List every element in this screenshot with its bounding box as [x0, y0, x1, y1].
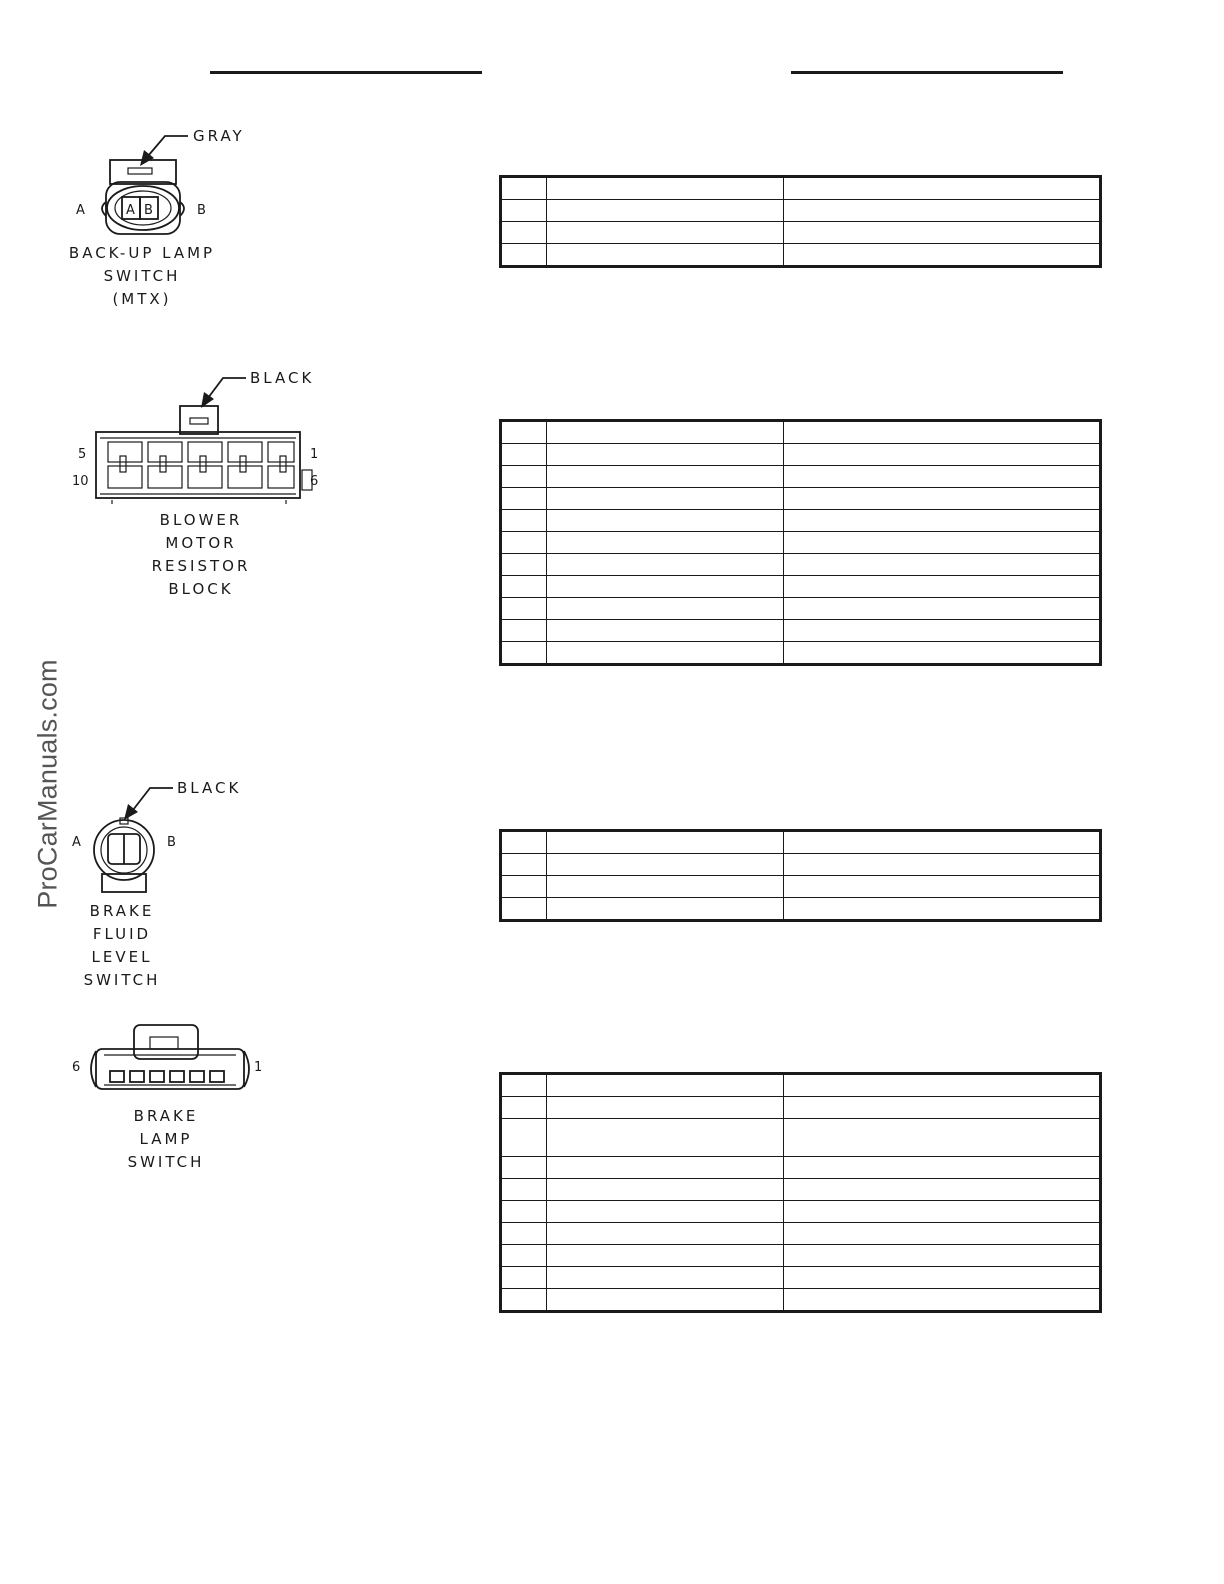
brake-lamp-pin-1-label: 1 — [254, 1060, 263, 1075]
brake-fluid-pin-b-label: B — [167, 835, 176, 850]
table-cell — [547, 1119, 784, 1157]
table-cell — [501, 1289, 547, 1312]
table-cell — [501, 177, 547, 200]
table-cell — [547, 1179, 784, 1201]
backup-lamp-caption-2: SWITCH — [103, 267, 181, 285]
table-cell — [547, 200, 784, 222]
blower-caption-3: RESISTOR — [151, 557, 251, 575]
table-row — [501, 222, 1101, 244]
table-cell — [501, 1119, 547, 1157]
table-cell — [501, 576, 547, 598]
table-cell — [547, 244, 784, 267]
table-cell — [501, 598, 547, 620]
table-cell — [547, 620, 784, 642]
table-cell — [547, 532, 784, 554]
table-cell — [784, 444, 1101, 466]
brake-fluid-caption-4: SWITCH — [83, 971, 161, 989]
table-row — [501, 898, 1101, 921]
table-cell — [501, 1074, 547, 1097]
table-cell — [547, 898, 784, 921]
table-cell — [501, 620, 547, 642]
table-row — [501, 488, 1101, 510]
table-cell — [547, 642, 784, 665]
table-cell — [784, 1119, 1101, 1157]
table-cell — [547, 1245, 784, 1267]
table-cell — [501, 1201, 547, 1223]
table-cell — [784, 1245, 1101, 1267]
table-cell — [501, 444, 547, 466]
header-rule-left — [210, 71, 482, 74]
table-cell — [784, 532, 1101, 554]
brake-lamp-caption-1: BRAKE — [133, 1107, 199, 1125]
table-cell — [547, 1289, 784, 1312]
table-cell — [501, 1267, 547, 1289]
backup-lamp-switch-pin-table — [499, 175, 1102, 268]
brake-fluid-pin-a-label: A — [72, 835, 81, 850]
table-cell — [784, 876, 1101, 898]
table-row — [501, 1267, 1101, 1289]
table-cell — [784, 1223, 1101, 1245]
table-cell — [784, 898, 1101, 921]
backup-lamp-inner-pin-b: B — [144, 203, 153, 218]
table-cell — [501, 898, 547, 921]
table-row — [501, 1201, 1101, 1223]
table-cell — [547, 222, 784, 244]
table-cell — [547, 876, 784, 898]
table-cell — [501, 876, 547, 898]
table-cell — [784, 620, 1101, 642]
table-cell — [501, 200, 547, 222]
blower-motor-resistor-pin-table-body — [501, 421, 1101, 665]
table-row — [501, 466, 1101, 488]
table-row — [501, 1097, 1101, 1119]
table-row — [501, 554, 1101, 576]
table-cell — [547, 421, 784, 444]
table-row — [501, 876, 1101, 898]
table-row — [501, 1245, 1101, 1267]
table-cell — [547, 510, 784, 532]
table-cell — [547, 466, 784, 488]
table-row — [501, 831, 1101, 854]
brake-fluid-caption-3: LEVEL — [91, 948, 153, 966]
table-row — [501, 444, 1101, 466]
table-row — [501, 200, 1101, 222]
table-cell — [501, 854, 547, 876]
brake-fluid-level-switch-diagram — [60, 770, 260, 1000]
table-row — [501, 244, 1101, 267]
table-cell — [784, 222, 1101, 244]
table-cell — [784, 421, 1101, 444]
table-cell — [784, 466, 1101, 488]
table-cell — [784, 1201, 1101, 1223]
table-cell — [547, 1074, 784, 1097]
table-cell — [784, 177, 1101, 200]
table-cell — [784, 1074, 1101, 1097]
table-cell — [784, 1267, 1101, 1289]
table-row — [501, 620, 1101, 642]
blower-caption-2: MOTOR — [165, 534, 237, 552]
backup-lamp-switch-diagram — [60, 120, 280, 320]
table-cell — [501, 532, 547, 554]
backup-lamp-color-label: GRAY — [193, 127, 245, 145]
table-cell — [547, 576, 784, 598]
table-cell — [547, 488, 784, 510]
table-cell — [547, 831, 784, 854]
brake-fluid-caption-1: BRAKE — [89, 902, 155, 920]
table-cell — [501, 222, 547, 244]
table-row — [501, 1223, 1101, 1245]
blower-pin-10-label: 10 — [72, 474, 89, 489]
table-cell — [501, 466, 547, 488]
brake-fluid-color-label: BLACK — [177, 779, 242, 797]
table-cell — [784, 854, 1101, 876]
table-cell — [501, 1179, 547, 1201]
table-cell — [784, 488, 1101, 510]
table-cell — [547, 177, 784, 200]
backup-lamp-pin-b-label: B — [197, 203, 206, 218]
brake-lamp-pin-6-label: 6 — [72, 1060, 81, 1075]
table-cell — [501, 642, 547, 665]
table-cell — [501, 554, 547, 576]
brake-lamp-switch-pin-table-body — [501, 1074, 1101, 1312]
table-cell — [784, 510, 1101, 532]
table-row — [501, 642, 1101, 665]
table-row — [501, 854, 1101, 876]
table-cell — [547, 1223, 784, 1245]
table-cell — [501, 244, 547, 267]
brake-lamp-switch-diagram — [60, 1015, 290, 1185]
table-row — [501, 177, 1101, 200]
table-cell — [501, 1097, 547, 1119]
blower-motor-resistor-pin-table — [499, 419, 1102, 666]
table-row — [501, 510, 1101, 532]
table-cell — [784, 1157, 1101, 1179]
table-row — [501, 1157, 1101, 1179]
table-row — [501, 1179, 1101, 1201]
table-row — [501, 421, 1101, 444]
table-cell — [501, 1223, 547, 1245]
brake-fluid-level-switch-pin-table-body — [501, 831, 1101, 921]
table-cell — [501, 831, 547, 854]
blower-caption-4: BLOCK — [168, 580, 234, 598]
table-cell — [547, 444, 784, 466]
backup-lamp-inner-pin-a: A — [126, 203, 135, 218]
table-row — [501, 576, 1101, 598]
brake-lamp-switch-pin-table — [499, 1072, 1102, 1313]
table-cell — [784, 244, 1101, 267]
blower-motor-resistor-block-diagram — [60, 360, 340, 610]
blower-pin-5-label: 5 — [78, 447, 87, 462]
table-cell — [784, 1289, 1101, 1312]
brake-fluid-level-switch-pin-table — [499, 829, 1102, 922]
table-cell — [547, 1267, 784, 1289]
table-cell — [547, 1097, 784, 1119]
header-rule-right — [791, 71, 1063, 74]
blower-color-label: BLACK — [250, 369, 315, 387]
table-cell — [547, 854, 784, 876]
table-cell — [784, 831, 1101, 854]
table-row — [501, 1289, 1101, 1312]
backup-lamp-caption-1: BACK-UP LAMP — [68, 244, 216, 262]
table-cell — [784, 1097, 1101, 1119]
table-cell — [784, 576, 1101, 598]
table-cell — [547, 554, 784, 576]
table-row — [501, 1074, 1101, 1097]
blower-pin-6-label: 6 — [310, 474, 319, 489]
backup-lamp-switch-pin-table-body — [501, 177, 1101, 267]
watermark: ProCarManuals.com — [32, 659, 63, 909]
table-cell — [501, 1157, 547, 1179]
table-row — [501, 532, 1101, 554]
brake-lamp-caption-2: LAMP — [139, 1130, 193, 1148]
brake-lamp-caption-3: SWITCH — [127, 1153, 205, 1171]
table-cell — [784, 598, 1101, 620]
table-cell — [501, 1245, 547, 1267]
table-cell — [784, 554, 1101, 576]
brake-fluid-caption-2: FLUID — [92, 925, 152, 943]
blower-caption-1: BLOWER — [159, 511, 243, 529]
table-cell — [501, 488, 547, 510]
table-cell — [784, 642, 1101, 665]
table-cell — [784, 1179, 1101, 1201]
table-cell — [547, 1157, 784, 1179]
table-cell — [501, 510, 547, 532]
backup-lamp-caption-3: (MTX) — [112, 290, 172, 308]
table-cell — [501, 421, 547, 444]
blower-pin-1-label: 1 — [310, 447, 319, 462]
table-row — [501, 1119, 1101, 1157]
table-cell — [547, 598, 784, 620]
table-row — [501, 598, 1101, 620]
table-cell — [547, 1201, 784, 1223]
backup-lamp-pin-a-label: A — [76, 203, 85, 218]
table-cell — [784, 200, 1101, 222]
